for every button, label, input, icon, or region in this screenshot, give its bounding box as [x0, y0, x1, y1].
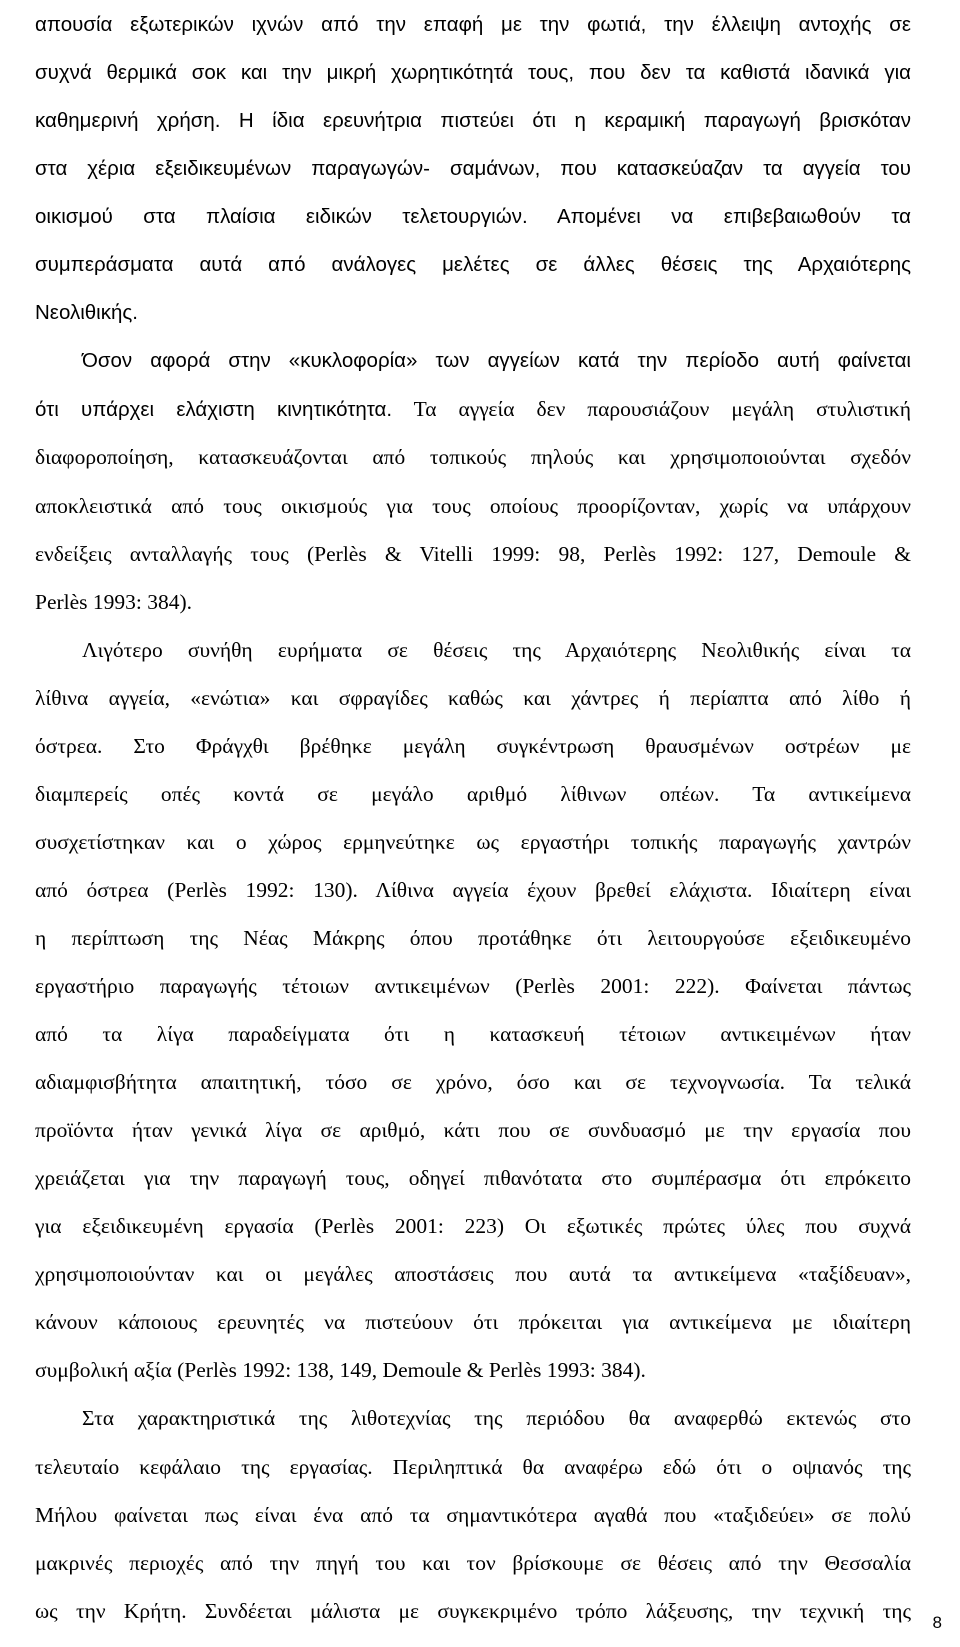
text-segment: ότι υπάρχει ελάχιστη κινητικότητα. [35, 398, 393, 422]
text-line: τελευταίο κεφάλαιο της εργασίας. Περιληπτικά θα αναφέρω εδώ ότι ο οψιανός της [35, 1454, 911, 1479]
text-line: Λιγότερο συνήθη ευρήματα σε θέσεις της Αρχαιότερης Νεολιθικής είναι τα [82, 637, 911, 662]
text-line: συχνά θερμικά σοκ και την μικρή χωρητικότητά τους, που δεν τα καθιστά ιδανικά για [35, 61, 911, 85]
text-line: συμπεράσματα αυτά από ανάλογες μελέτες σε άλλες θέσεις της Αρχαιότερης [35, 253, 911, 277]
text-line: από όστρεα (Perlès 1992: 130). Λίθινα αγγεία έχουν βρεθεί ελάχιστα. Ιδιαίτερη είναι [35, 877, 911, 902]
text-line: απουσία εξωτερικών ιχνών από την επαφή με την φωτιά, την έλλειψη αντοχής σε [35, 13, 911, 36]
text-line: για εξειδικευμένη εργασία (Perlès 2001: 223) Οι εξωτικές πρώτες ύλες που συχνά [35, 1214, 911, 1239]
text-line: από τα λίγα παραδείγματα ότι η κατασκευή τέτοιων αντικειμένων ήταν [35, 1022, 911, 1047]
text-line: συσχετίστηκαν και ο χώρος ερμηνεύτηκε ως εργαστήρι τοπικής παραγωγής χαντρών [35, 829, 911, 854]
text-line: Στα χαρακτηριστικά της λιθοτεχνίας της περιόδου θα αναφερθώ εκτενώς στο [82, 1406, 911, 1431]
text-line: καθημερινή χρήση. Η ίδια ερευνήτρια πιστεύει ότι η κεραμική παραγωγή βρισκόταν [35, 109, 911, 133]
text-line: Μήλου φαίνεται πως είναι ένα από τα σημαντικότερα αγαθά που «ταξιδεύει» σε πολύ [35, 1502, 911, 1527]
text-line: όστρεα. Στο Φράγχθι βρέθηκε μεγάλη συγκέντρωση θραυσμένων οστρέων με [35, 733, 911, 758]
text-line: οικισμού στα πλαίσια ειδικών τελετουργιών. Απομένει να επιβεβαιωθούν τα [35, 205, 911, 229]
text-line: Όσον αφορά στην «κυκλοφορία» των αγγείων κατά την περίοδο αυτή φαίνεται [82, 349, 911, 373]
page-number: 8 [932, 1613, 942, 1632]
text-line [35, 387, 911, 431]
text-line: ως την Κρήτη. Συνδέεται μάλιστα με συγκεκριμένο τρόπο λάξευσης, την τεχνική της [35, 1598, 911, 1623]
text-line: διαφοροποίηση, κατασκευάζονται από τοπικούς πηλούς και χρησιμοποιούνται σχεδόν [35, 445, 911, 470]
text-line: μακρινές περιοχές από την πηγή του και τον βρίσκουμε σε θέσεις από την Θεσσαλία [35, 1550, 911, 1575]
text-line: κάνουν κάποιους ερευνητές να πιστεύουν ότι πρόκειται για αντικείμενα με ιδιαίτερη [35, 1310, 911, 1335]
text-line: προϊόντα ήταν γενικά λίγα σε αριθμό, κάτι που σε συνδυασμό με την εργασία που [35, 1118, 911, 1143]
text-line: στα χέρια εξειδικευμένων παραγωγών- σαμάνων, που κατασκεύαζαν τα αγγεία του [35, 157, 911, 181]
text-line: συμβολική αξία (Perlès 1992: 138, 149, Demoule & Perlès 1993: 384). [35, 1358, 646, 1383]
text-line: λίθινα αγγεία, «ενώτια» και σφραγίδες καθώς και χάντρες ή περίαπτα από λίθο ή [35, 685, 911, 710]
text-line: χρησιμοποιούνταν και οι μεγάλες αποστάσεις που αυτά τα αντικείμενα «ταξίδευαν», [35, 1262, 911, 1287]
text-line: αποκλειστικά από τους οικισμούς για τους οποίους προορίζονταν, χωρίς να υπάρχουν [35, 493, 911, 518]
text-line: αδιαμφισβήτητα απαιτητική, τόσο σε χρόνο, όσο και σε τεχνογνωσία. Τα τελικά [35, 1070, 911, 1095]
text-line: χρειάζεται για την παραγωγή τους, οδηγεί πιθανότατα στο συμπέρασμα ότι επρόκειτο [35, 1166, 911, 1191]
text-line: ενδείξεις ανταλλαγής τους (Perlès & Vitelli 1999: 98, Perlès 1992: 127, Demoule & [35, 541, 911, 566]
text-line: η περίπτωση της Νέας Μάκρης όπου προτάθηκε ότι λειτουργούσε εξειδικευμένο [35, 925, 911, 950]
text-line: Perlès 1993: 384). [35, 589, 193, 614]
text-segment: Τα αγγεία δεν παρουσιάζουν μεγάλη στυλιστική [392, 397, 912, 422]
text-line: εργαστήριο παραγωγής τέτοιων αντικειμένων (Perlès 2001: 222). Φαίνεται πάντως [35, 974, 911, 998]
text-line: διαμπερείς οπές κοντά σε μεγάλο αριθμό λίθινων οπέων. Τα αντικείμενα [35, 781, 911, 806]
text-line: Νεολιθικής. [35, 301, 138, 325]
